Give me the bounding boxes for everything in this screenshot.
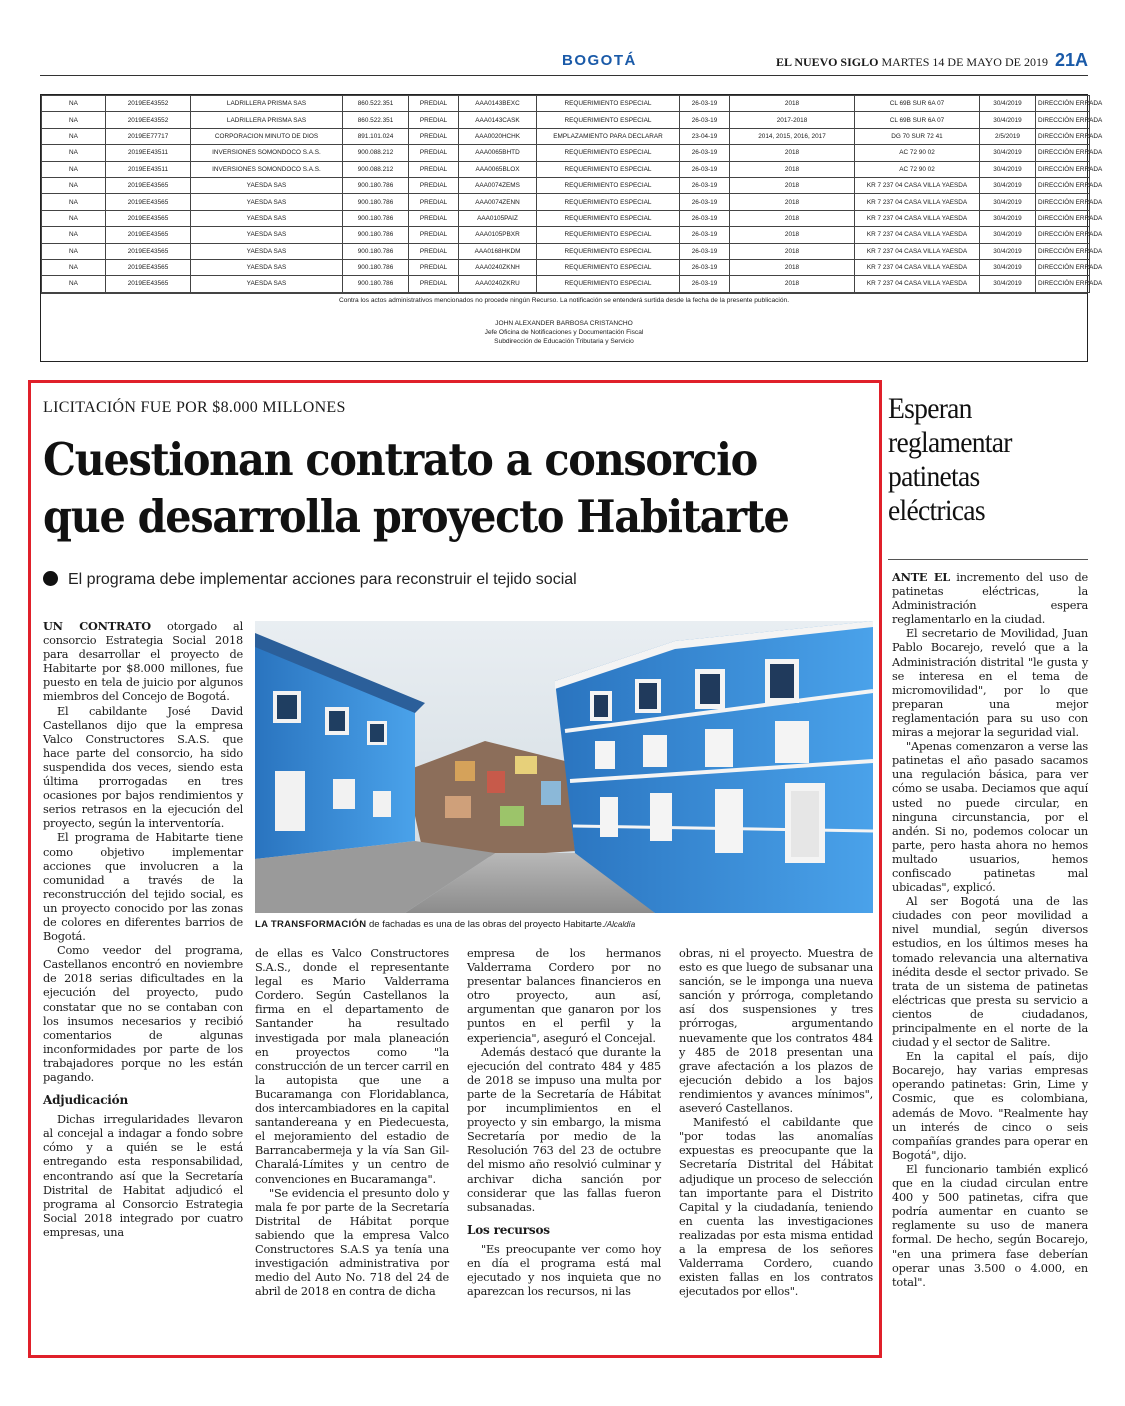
table-cell: DIRECCIÓN ERRADA xyxy=(1036,96,1090,112)
headline-line-2: que desarrolla proyecto Habitarte xyxy=(43,490,789,543)
paragraph: empresa de los hermanos Valderrama Cordero por no presentar balances financieros en otro proyecto, aun así, argumentan que ganaron por los puntos en el perfil y la experiencia", aseguró el Concejal. xyxy=(467,947,661,1045)
publication-date: MARTES 14 DE MAYO DE 2019 xyxy=(881,55,1048,69)
paragraph: Dichas irregularidades llevaron al concejal a indagar a fondo sobre cómo y a quién se le está entregando esta responsabilidad, encontrando así que la Secretaría Distrital de Habitat adjudicó el programa al Consorcio Estrategia Social 2018 integrado por cuatro empresas, una xyxy=(43,1113,243,1239)
table-row xyxy=(42,259,1090,275)
table-cell: 30/4/2019 xyxy=(980,112,1036,128)
table-cell: 2018 xyxy=(730,145,855,161)
table-cell: 2018 xyxy=(730,194,855,210)
paragraph xyxy=(892,570,1088,627)
table-cell: 26-03-19 xyxy=(680,227,730,243)
publication-info xyxy=(776,50,1088,71)
table-cell: DIRECCIÓN ERRADA xyxy=(1036,259,1090,275)
lead-in: ANTE EL xyxy=(892,570,951,584)
table-row xyxy=(42,128,1090,144)
table-cell: DIRECCIÓN ERRADA xyxy=(1036,128,1090,144)
table-cell: YAESDA SAS xyxy=(191,276,343,292)
table-cell: KR 7 237 04 CASA VILLA YAESDA xyxy=(855,243,980,259)
table-cell: PREDIAL xyxy=(409,210,459,226)
table-cell: 2019EE43565 xyxy=(106,259,191,275)
table-cell: YAESDA SAS xyxy=(191,243,343,259)
table-cell: DIRECCIÓN ERRADA xyxy=(1036,194,1090,210)
table-cell: 23-04-19 xyxy=(680,128,730,144)
table-cell: DIRECCIÓN ERRADA xyxy=(1036,210,1090,226)
table-cell: AAA0020HCHK xyxy=(459,128,537,144)
table-cell: 2019EE43565 xyxy=(106,177,191,193)
table-cell: 2018 xyxy=(730,177,855,193)
table-cell: 2019EE43565 xyxy=(106,276,191,292)
page-header xyxy=(40,48,1088,76)
sidebar-body xyxy=(892,570,1088,1290)
table-cell: 26-03-19 xyxy=(680,194,730,210)
table-cell: NA xyxy=(42,194,106,210)
table-cell: 26-03-19 xyxy=(680,276,730,292)
paragraph-text: otorgado al consorcio Estrategia Social 2018 para desarrollar el proyecto de Habitarte por $8.000 millones, fue puesto en tela de juicio por algunos miembros del Concejo de Bogotá. xyxy=(43,620,243,704)
table-cell: AAA0074ZEMS xyxy=(459,177,537,193)
table-cell: 30/4/2019 xyxy=(980,145,1036,161)
sidebar-headline-line: Esperan xyxy=(888,392,972,425)
table-cell: DIRECCIÓN ERRADA xyxy=(1036,243,1090,259)
paragraph xyxy=(43,619,243,705)
table-cell: 2019EE43565 xyxy=(106,210,191,226)
table-cell: KR 7 237 04 CASA VILLA YAESDA xyxy=(855,276,980,292)
table-row xyxy=(42,96,1090,112)
paragraph: El secretario de Movilidad, Juan Pablo Bocarejo, reveló que a la Administración distrital "le gusta y se interesa en el tema de micromovilidad", por lo que preparan una mejor reglamentación para su uso con miras a mejorar la seguridad vial. xyxy=(892,627,1088,740)
table-cell: 900.088.212 xyxy=(343,161,409,177)
table-cell: KR 7 237 04 CASA VILLA YAESDA xyxy=(855,227,980,243)
notification-notice xyxy=(40,94,1103,362)
table-cell: 900.180.786 xyxy=(343,259,409,275)
signatory-office: Subdirección de Educación Tributaria y Servicio xyxy=(494,337,634,345)
divider xyxy=(888,559,1088,560)
table-cell: AC 72 90 02 xyxy=(855,145,980,161)
table-cell: DIRECCIÓN ERRADA xyxy=(1036,112,1090,128)
table-cell: CORPORACION MINUTO DE DIOS xyxy=(191,128,343,144)
photo-caption xyxy=(255,919,873,930)
main-article xyxy=(28,380,882,1358)
table-cell: DIRECCIÓN ERRADA xyxy=(1036,276,1090,292)
table-cell: 2018 xyxy=(730,210,855,226)
table-cell: REQUERIMIENTO ESPECIAL xyxy=(537,96,680,112)
table-row xyxy=(42,112,1090,128)
lead-in: UN CONTRATO xyxy=(43,619,151,633)
paragraph: "Apenas comenzaron a verse las patinetas el año pasado sacamos una regulación básica, para ver cómo se usaba. Deciamos que aquí usted no puede circular, en ninguna circunstancia, por el andén. Si no, podemos colocar un parte, pero hasta ahora no hemos multado usuarios, hemos confiscado patinetas mal ubicadas", explicó. xyxy=(892,740,1088,895)
table-cell: LADRILLERA PRISMA SAS xyxy=(191,112,343,128)
table-cell: PREDIAL xyxy=(409,243,459,259)
table-cell: 2019EE43565 xyxy=(106,243,191,259)
table-cell: AAA0143BEXC xyxy=(459,96,537,112)
table-cell: AC 72 90 02 xyxy=(855,161,980,177)
table-cell: 900.180.786 xyxy=(343,210,409,226)
section-name: BOGOTÁ xyxy=(562,52,637,69)
table-cell: REQUERIMIENTO ESPECIAL xyxy=(537,243,680,259)
table-cell: 900.180.786 xyxy=(343,276,409,292)
headline-line-1: Cuestionan contrato a consorcio xyxy=(43,433,757,486)
paragraph: obras, ni el proyecto. Muestra de esto es que luego de subsanar una sanción, se le imponga una nueva sanción y prórroga, completando así dos suspensiones y tres prórrogas, argumentando nuevamente que los contratos 484 y 485 de 2018 presentan una grave afectación a los plazos de ejecución debido a los bajos rendimientos y avances mínimos", aseveró Castellanos. xyxy=(679,947,873,1116)
table-cell: PREDIAL xyxy=(409,194,459,210)
table-cell: AAA0074ZENN xyxy=(459,194,537,210)
table-cell: NA xyxy=(42,161,106,177)
table-cell: NA xyxy=(42,96,106,112)
table-cell: CL 69B SUR 6A 07 xyxy=(855,112,980,128)
table-row xyxy=(42,210,1090,226)
table-cell: AAA0143CASK xyxy=(459,112,537,128)
table-row xyxy=(42,161,1090,177)
caption-lead: LA TRANSFORMACIÓN xyxy=(255,919,367,930)
table-cell: REQUERIMIENTO ESPECIAL xyxy=(537,227,680,243)
table-cell: NA xyxy=(42,243,106,259)
article-column-3 xyxy=(467,947,661,1299)
table-cell: KR 7 237 04 CASA VILLA YAESDA xyxy=(855,194,980,210)
table-cell: PREDIAL xyxy=(409,177,459,193)
table-cell: REQUERIMIENTO ESPECIAL xyxy=(537,161,680,177)
table-cell: DIRECCIÓN ERRADA xyxy=(1036,161,1090,177)
table-cell: AAA0240ZKRU xyxy=(459,276,537,292)
table-cell: REQUERIMIENTO ESPECIAL xyxy=(537,259,680,275)
table-cell: 2018 xyxy=(730,259,855,275)
table-cell: PREDIAL xyxy=(409,112,459,128)
table-cell: AAA0065BLOX xyxy=(459,161,537,177)
article-column-1 xyxy=(43,619,243,1240)
table-cell: 2018 xyxy=(730,161,855,177)
table-cell: 26-03-19 xyxy=(680,210,730,226)
table-cell: 2019EE43552 xyxy=(106,96,191,112)
table-cell: REQUERIMIENTO ESPECIAL xyxy=(537,194,680,210)
blue-houses-photo xyxy=(255,621,873,913)
table-cell: REQUERIMIENTO ESPECIAL xyxy=(537,145,680,161)
photo-credit: /Alcaldía xyxy=(604,920,636,929)
table-cell: 2018 xyxy=(730,96,855,112)
table-cell: 30/4/2019 xyxy=(980,259,1036,275)
signatory-role: Jefe Oficina de Notificaciones y Documentación Fiscal xyxy=(484,328,644,336)
table-cell: YAESDA SAS xyxy=(191,194,343,210)
table-cell: 2017-2018 xyxy=(730,112,855,128)
table-cell: 30/4/2019 xyxy=(980,227,1036,243)
table-cell: DG 70 SUR 72 41 xyxy=(855,128,980,144)
table-cell: 900.088.212 xyxy=(343,145,409,161)
table-cell: NA xyxy=(42,128,106,144)
table-cell: 900.180.786 xyxy=(343,243,409,259)
table-cell: AAA0065BHTD xyxy=(459,145,537,161)
table-cell: 2018 xyxy=(730,276,855,292)
table-cell: NA xyxy=(42,177,106,193)
table-cell: 900.180.786 xyxy=(343,177,409,193)
caption-text: de fachadas es una de las obras del proyecto Habitarte. xyxy=(366,919,605,930)
table-cell: 2014, 2015, 2016, 2017 xyxy=(730,128,855,144)
table-cell: KR 7 237 04 CASA VILLA YAESDA xyxy=(855,259,980,275)
table-cell: PREDIAL xyxy=(409,276,459,292)
paragraph: Al ser Bogotá una de las ciudades con peor movilidad a nivel mundial, según diversos estudios, en los últimos meses ha tomado relevancia una alternativa inédita desde el sector privado. Se trata de un sistema de patinetas eléctricas que presta su servicio a cientos de ciudadanos, principalmente en el norte de la ciudad y el sector de Salitre. xyxy=(892,895,1088,1050)
notice-table xyxy=(41,95,1103,293)
table-cell: 26-03-19 xyxy=(680,161,730,177)
table-cell: 891.101.024 xyxy=(343,128,409,144)
table-cell: REQUERIMIENTO ESPECIAL xyxy=(537,112,680,128)
table-cell: EMPLAZAMIENTO PARA DECLARAR xyxy=(537,128,680,144)
bullet-icon xyxy=(43,571,58,586)
paragraph: Como veedor del programa, Castellanos encontró en noviembre de 2018 serias dificultades en la ejecución del proyecto, pudo constatar que no se contaban con los insumos necesarios y recibió comentarios de algunas inconformidades por parte de los trabajadores porque no les están pagando. xyxy=(43,944,243,1084)
table-cell: 30/4/2019 xyxy=(980,210,1036,226)
table-cell: AAA0240ZKNH xyxy=(459,259,537,275)
table-cell: REQUERIMIENTO ESPECIAL xyxy=(537,177,680,193)
table-cell: 2018 xyxy=(730,227,855,243)
table-cell: AAA0105PAIZ xyxy=(459,210,537,226)
table-cell: KR 7 237 04 CASA VILLA YAESDA xyxy=(855,177,980,193)
table-cell: PREDIAL xyxy=(409,161,459,177)
table-cell: 2019EE43565 xyxy=(106,194,191,210)
table-cell: 2019EE43565 xyxy=(106,227,191,243)
article-photo xyxy=(255,621,873,913)
newspaper-name: EL NUEVO SIGLO xyxy=(775,55,879,69)
table-cell: PREDIAL xyxy=(409,227,459,243)
table-row xyxy=(42,145,1090,161)
article-column-4 xyxy=(679,947,873,1299)
table-row xyxy=(42,243,1090,259)
notice-footer: Contra los actos administrativos mencionados no procede ningún Recurso. La notificación se entenderá surtida desde la fecha de la presente publicación. xyxy=(41,293,1087,307)
paragraph-text: incremento del uso de patinetas eléctricas, la Administración espera reglamentarlo en la ciudad. xyxy=(892,571,1088,627)
table-cell: INVERSIONES SOMONDOCO S.A.S. xyxy=(191,145,343,161)
page-number: 21A xyxy=(1054,50,1088,70)
table-cell: 2019EE77717 xyxy=(106,128,191,144)
paragraph: "Es preocupante ver como hoy en día el programa está mal ejecutado y nos inquieta que no aparezcan los recursos, ni las xyxy=(467,1242,661,1299)
table-cell: DIRECCIÓN ERRADA xyxy=(1036,177,1090,193)
table-cell: REQUERIMIENTO ESPECIAL xyxy=(537,210,680,226)
article-headline xyxy=(43,431,807,545)
table-cell: KR 7 237 04 CASA VILLA YAESDA xyxy=(855,210,980,226)
table-cell: NA xyxy=(42,112,106,128)
signature-block xyxy=(41,319,1087,346)
table-cell: 900.180.786 xyxy=(343,194,409,210)
table-cell: 30/4/2019 xyxy=(980,96,1036,112)
table-cell: 26-03-19 xyxy=(680,259,730,275)
table-cell: 860.522.351 xyxy=(343,112,409,128)
table-row xyxy=(42,194,1090,210)
table-cell: 26-03-19 xyxy=(680,177,730,193)
sidebar-headline xyxy=(888,392,1087,528)
table-cell: 2019EE43511 xyxy=(106,145,191,161)
table-cell: 2/5/2019 xyxy=(980,128,1036,144)
paragraph: Además destacó que durante la ejecución del contrato 484 y 485 de 2018 se impuso una multa por parte de la Secretaría de Hábitat por incumplimientos en el proyecto y sin embargo, la misma Secretaría por medio de la Resolución 763 del 23 de octubre del mismo año resolvió culminar y archivar dicha sanción por considerar que las fallas fueron subsanadas. xyxy=(467,1045,661,1214)
sidebar-article xyxy=(888,392,1088,1358)
table-row xyxy=(42,177,1090,193)
table-cell: AAA0105PBXR xyxy=(459,227,537,243)
subhead-text: El programa debe implementar acciones para reconstruir el tejido social xyxy=(68,571,577,588)
article-kicker: LICITACIÓN FUE POR $8.000 MILLONES xyxy=(43,399,346,416)
paragraph: El programa de Habitarte tiene como objetivo implementar acciones que involucren a la comunidad a través de la reconstrucción del tejido social, es un proyecto conocido por las zonas de colores en diferentes barrios de Bogotá. xyxy=(43,831,243,944)
table-cell: LADRILLERA PRISMA SAS xyxy=(191,96,343,112)
subtitle-los-recursos: Los recursos xyxy=(467,1222,550,1237)
table-cell: PREDIAL xyxy=(409,145,459,161)
table-cell: 26-03-19 xyxy=(680,112,730,128)
table-cell: 26-03-19 xyxy=(680,145,730,161)
table-cell: NA xyxy=(42,145,106,161)
sidebar-headline-line: patinetas xyxy=(888,460,980,493)
signatory-name: JOHN ALEXANDER BARBOSA CRISTANCHO xyxy=(495,319,633,327)
table-cell: 30/4/2019 xyxy=(980,276,1036,292)
table-cell: AAA0168HKDM xyxy=(459,243,537,259)
paragraph: Manifestó el cabildante que "por todas las anomalías expuestas es preocupante que la Secretaría Distrital del Hábitat adjudique un proceso de selección tan importante para el Distrito Capital y la ciudadanía, teniendo en cuenta las investigaciones realizadas por esta misma entidad a la empresa de los señores Valderrama Cordero, cuando existen fallas en los contratos ejecutados por ellos". xyxy=(679,1116,873,1299)
paragraph: "Se evidencia el presunto dolo y mala fe por parte de la Secretaría Distrital de Hábitat porque sabiendo que la empresa Valco Constructores S.A.S ya tenía una investigación administrativa por medio del Auto No. 718 del 24 de abril de 2018 en contra de dicha xyxy=(255,1186,449,1299)
paragraph: En la capital el país, dijo Bocarejo, hay varias empresas operando patinetas: Grin, Lime y Cosmic, que es colombiana, además de Movo. "Realmente hay un interés de cinco o seis compañías grandes para operar en Bogotá", dijo. xyxy=(892,1050,1088,1162)
table-cell: YAESDA SAS xyxy=(191,210,343,226)
table-cell: NA xyxy=(42,276,106,292)
table-row xyxy=(42,227,1090,243)
table-cell: 900.180.786 xyxy=(343,227,409,243)
table-cell: PREDIAL xyxy=(409,259,459,275)
paragraph: de ellas es Valco Constructores S.A.S., donde el representante legal es Mario Valderrama Cordero. Según Castellanos la firma en el departamento de Santander ha resultado investigada por mala planeación en proyectos como "la construcción de un tercer carril en la autopista que une a Bucaramanga con Floridablanca, dos intercambiadores en la capital santandereana y en Piedecuesta, el mejoramiento del estadio de Barrancabermeja y la vía San Gil-Charalá-Límites y un centro de convenciones en Bucaramanga". xyxy=(255,947,449,1186)
table-cell: NA xyxy=(42,259,106,275)
table-cell: 26-03-19 xyxy=(680,243,730,259)
table-cell: YAESDA SAS xyxy=(191,259,343,275)
paragraph: El cabildante José David Castellanos dijo que la empresa Valco Constructores S.A.S. que hace parte del consorcio, ha sido suspendida dos veces, siendo esta última prorrogadas en tres ocasiones por bajos rendimientos y serios retrasos en la ejecución del proyecto, según la interventoría. xyxy=(43,704,243,831)
table-cell: 860.522.351 xyxy=(343,96,409,112)
table-cell: 30/4/2019 xyxy=(980,243,1036,259)
article-subhead xyxy=(43,571,577,589)
table-cell: 30/4/2019 xyxy=(980,194,1036,210)
table-cell: 2018 xyxy=(730,243,855,259)
table-cell: 30/4/2019 xyxy=(980,177,1036,193)
table-cell: CL 69B SUR 6A 07 xyxy=(855,96,980,112)
table-cell: DIRECCIÓN ERRADA xyxy=(1036,227,1090,243)
table-cell: NA xyxy=(42,210,106,226)
table-cell: 2019EE43552 xyxy=(106,112,191,128)
table-cell: 26-03-19 xyxy=(680,96,730,112)
table-cell: PREDIAL xyxy=(409,96,459,112)
table-cell: YAESDA SAS xyxy=(191,177,343,193)
table-cell: NA xyxy=(42,227,106,243)
article-column-2 xyxy=(255,947,449,1299)
table-cell: 30/4/2019 xyxy=(980,161,1036,177)
table-cell: REQUERIMIENTO ESPECIAL xyxy=(537,276,680,292)
table-cell: DIRECCIÓN ERRADA xyxy=(1036,145,1090,161)
table-cell: YAESDA SAS xyxy=(191,227,343,243)
subtitle-adjudicacion: Adjudicación xyxy=(43,1093,128,1108)
table-cell: 2019EE43511 xyxy=(106,161,191,177)
sidebar-headline-line: reglamentar xyxy=(888,426,1012,459)
table-cell: PREDIAL xyxy=(409,128,459,144)
table-cell: INVERSIONES SOMONDOCO S.A.S. xyxy=(191,161,343,177)
table-row xyxy=(42,276,1090,292)
sidebar-headline-line: eléctricas xyxy=(888,494,985,527)
paragraph: El funcionario también explicó que en la ciudad circulan entre 400 y 500 patinetas, cifra que podría aumentar en cuanto se reglamente su uso de manera formal. De hecho, según Bocarejo, "en una primera fase deberían operar unas 3.500 o 4.000, en total". xyxy=(892,1162,1088,1289)
